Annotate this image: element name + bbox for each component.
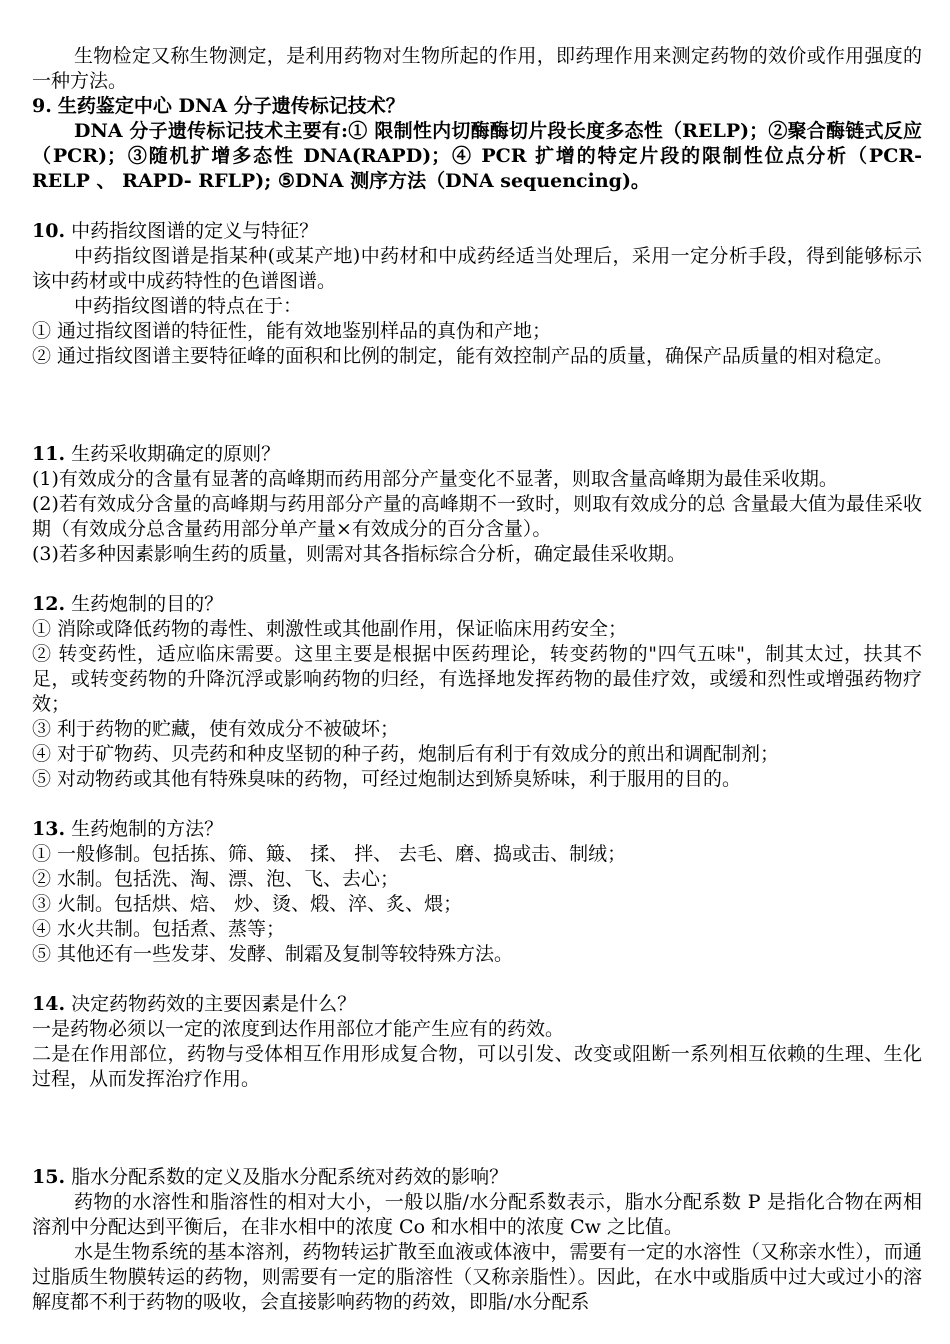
question-12-item-1: ① 消除或降低药物的毒性、刺激性或其他副作用，保证临床用药安全； [32,618,628,640]
document-page [32,44,922,1315]
question-13-item-5: ⑤ 其他还有一些发芽、发酵、制霜及复制等较特殊方法。 [32,943,514,965]
spacer [32,967,922,992]
question-13-heading [32,817,922,842]
spacer [32,1092,922,1140]
question-11-item-3: (3)若多种因素影响生药的质量，则需对其各指标综合分析，确定最佳采收期。 [32,543,686,565]
question-13-title: 生药炮制的方法？ [71,818,224,840]
question-9-answer-text: DNA 分子遗传标记技术主要有:① 限制性内切酶酶切片段长度多态性（RELP)；②聚合酶链式反应（PCR)；③随机扩增多态性 DNA(RAPD)；④ PCR 扩增的特定片段的限制性位点分析（PCR- RELP 、 RAPD- RFLP); ⑤DNA 测序方法（DNA sequencing)。 [32,120,922,192]
question-13-item-2: ② 水制。包括洗、淘、漂、泡、飞、去心； [32,868,400,890]
question-9-title: 生药鉴定中心 DNA 分子遗传标记技术？ [57,95,405,117]
question-11-number: 11. [32,443,66,465]
question-12-heading [32,592,922,617]
bioassay-paragraph: 生物检定又称生物测定，是利用药物对生物所起的作用，即药理作用来测定药物的效价或作用强度的一种方法。 [32,45,922,92]
question-15-paragraph-2: 水是生物系统的基本溶剂，药物转运扩散至血液或体液中，需要有一定的水溶性（又称亲水性），而通过脂质生物膜转运的药物，则需要有一定的脂溶性（又称亲脂性）。因此，在水中或脂质中过大或过小的溶解度都不利于药物的吸收，会直接影响药物的药效，即脂/水分配系 [32,1241,922,1313]
question-10-feature-1: ① 通过指纹图谱的特征性，能有效地鉴别样品的真伪和产地； [32,320,552,342]
question-14-heading [32,992,922,1017]
question-9-heading [32,94,922,119]
spacer [32,567,922,592]
question-15-title: 脂水分配系数的定义及脂水分配系统对药效的影响？ [71,1166,509,1188]
question-11-item-2: (2)若有效成分含量的高峰期与药用部分产量的高峰期不一致时，则取有效成分的总 含量最大值为最佳采收期（有效成分总含量药用部分单产量×有效成分的百分含量）。 [32,493,922,540]
question-13-item-3: ③ 火制。包括烘、焙、 炒、烫、煅、淬、炙、煨； [32,893,463,915]
question-12-item-4: ④ 对于矿物药、贝壳药和种皮坚韧的种子药，炮制后有利于有效成分的煎出和调配制剂； [32,743,780,765]
spacer [32,194,922,219]
question-15-heading [32,1165,922,1190]
question-10-definition: 中药指纹图谱是指某种(或某产地)中药材和中成药经适当处理后，采用一定分析手段，得到能够标示该中药材或中成药特性的色谱图谱。 [32,245,922,292]
question-10-feature-2: ② 通过指纹图谱主要特征峰的面积和比例的制定，能有效控制产品的质量，确保产品质量的相对稳定。 [32,345,894,367]
question-12-item-3: ③ 利于药物的贮藏，使有效成分不被破坏； [32,718,400,740]
question-12-title: 生药炮制的目的？ [71,593,224,615]
question-14-item-2: 二是在作用部位，药物与受体相互作用形成复合物，可以引发、改变或阻断一系列相互依赖的生理、生化过程，从而发挥治疗作用。 [32,1043,922,1090]
question-12-item-2: ② 转变药性，适应临床需要。这里主要是根据中医药理论，转变药物的"四气五味"，制其太过，扶其不足，或转变药物的升降沉浮或影响药物的归经，有选择地发挥药物的最佳疗效，或缓和烈性或增强药物疗效； [32,643,922,715]
question-13-item-4: ④ 水火共制。包括煮、蒸等； [32,918,286,940]
spacer [32,1140,922,1165]
question-13-number: 13. [32,818,66,840]
spacer [32,369,922,417]
question-11-title: 生药采收期确定的原则？ [71,443,281,465]
question-11-heading [32,442,922,467]
question-15-number: 15. [32,1166,66,1188]
question-9-number: 9. [32,95,52,117]
question-12-item-5: ⑤ 对动物药或其他有特殊臭味的药物，可经过炮制达到矫臭矫味，利于服用的目的。 [32,768,742,790]
question-10-features-intro: 中药指纹图谱的特点在于： [74,295,303,317]
question-10-number: 10. [32,220,66,242]
question-11-item-1: (1)有效成分的含量有显著的高峰期而药用部分产量变化不显著，则取含量高峰期为最佳采收期。 [32,468,838,490]
question-14-number: 14. [32,993,66,1015]
question-12-number: 12. [32,593,66,615]
question-15-paragraph-1: 药物的水溶性和脂溶性的相对大小，一般以脂/水分配系数表示，脂水分配系数 P 是指化合物在两相溶剂中分配达到平衡后，在非水相中的浓度 Co 和水相中的浓度 Cw 之比值。 [32,1191,922,1238]
question-10-heading [32,219,922,244]
question-13-item-1: ① 一般修制。包括拣、筛、簸、 揉、 拌、 去毛、磨、捣或击、制绒； [32,843,627,865]
question-14-title: 决定药物药效的主要因素是什么？ [71,993,357,1015]
spacer [32,792,922,817]
question-10-title: 中药指纹图谱的定义与特征？ [71,220,319,242]
question-14-item-1: 一是药物必须以一定的浓度到达作用部位才能产生应有的药效。 [32,1018,565,1040]
question-9-answer [32,119,922,194]
spacer [32,417,922,442]
